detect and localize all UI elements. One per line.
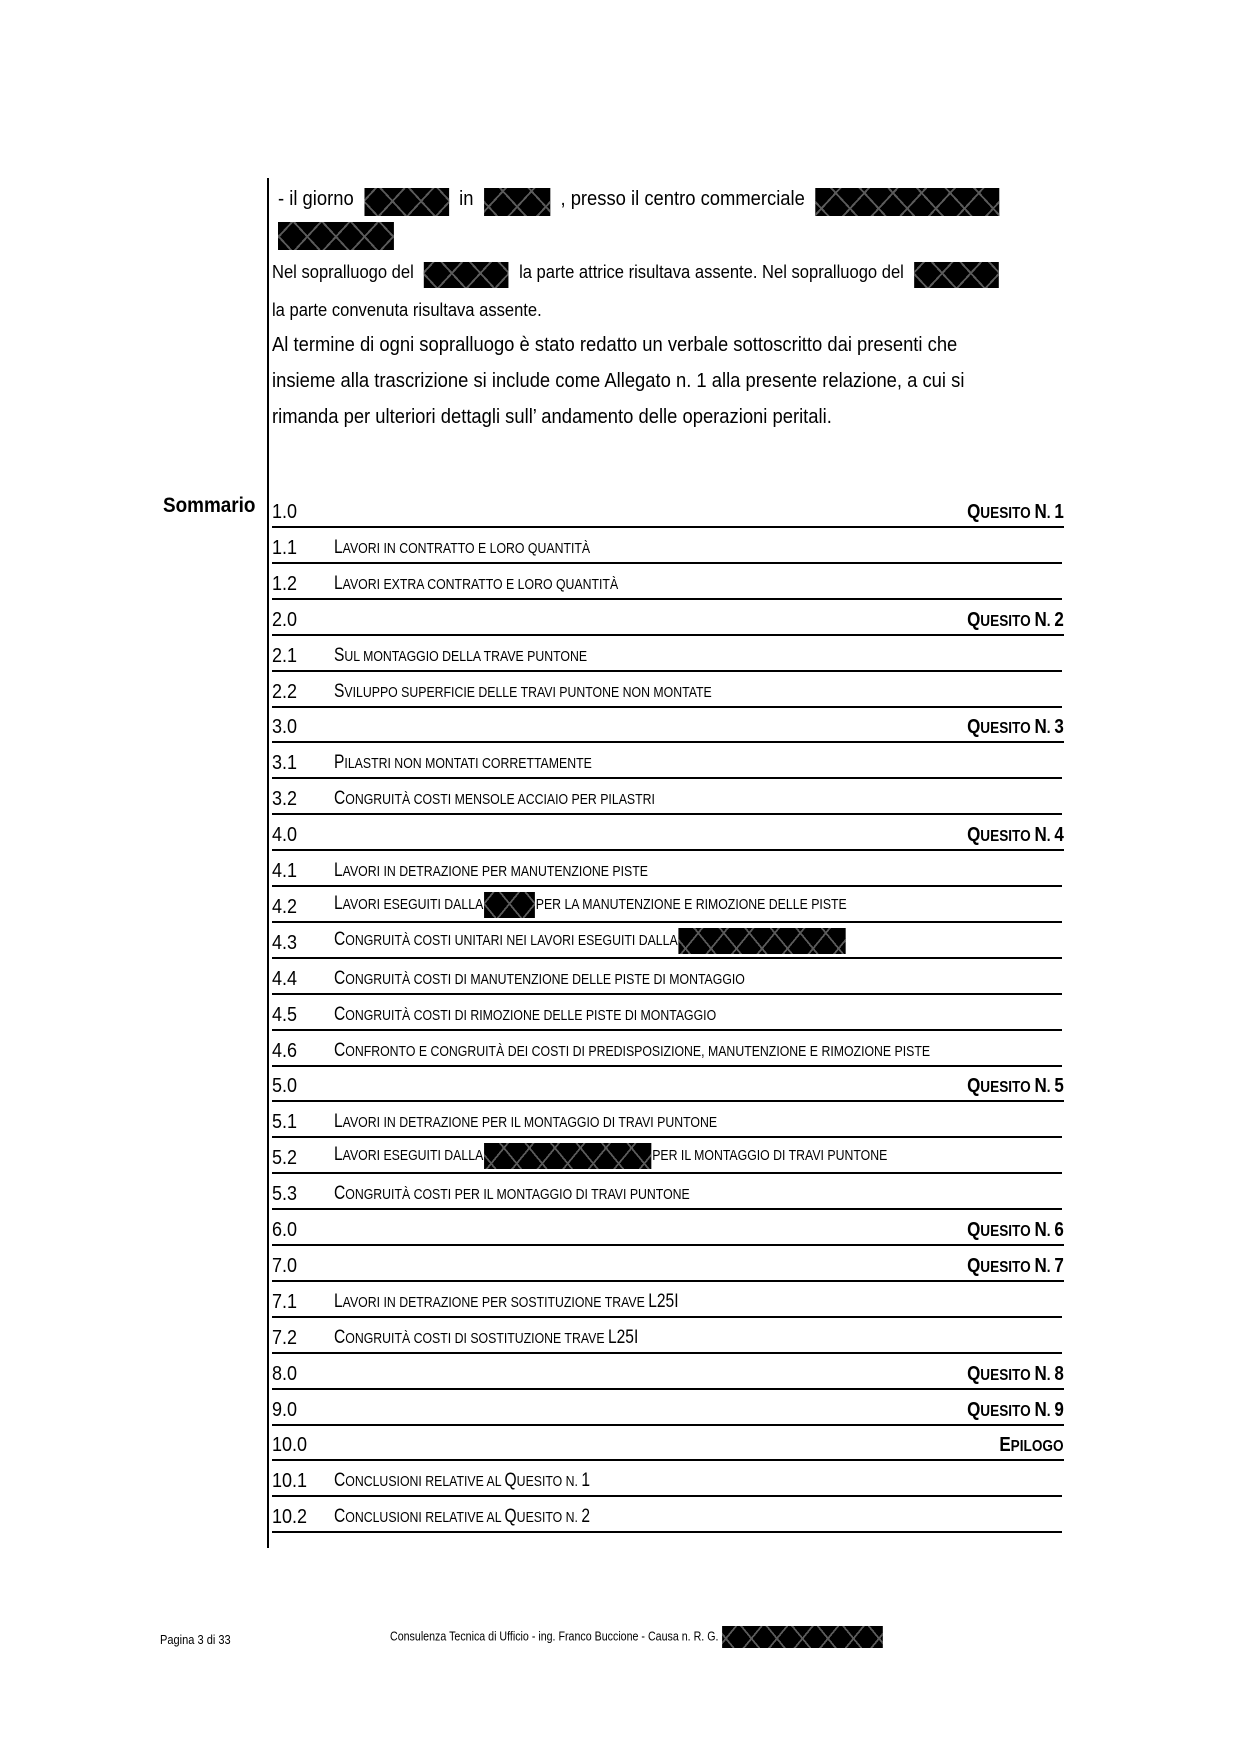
toc-number: 10.1	[272, 1470, 308, 1493]
toc-title: LAVORI ESEGUITI DALLA PER IL MONTAGGIO DI TRAVI PUNTONE	[334, 1143, 887, 1169]
redacted-block	[914, 262, 999, 288]
toc-entry-9-0[interactable]	[272, 1390, 1064, 1426]
toc-title: LAVORI IN DETRAZIONE PER MANUTENZIONE PISTE	[334, 860, 648, 881]
visit-line-cont	[278, 222, 999, 250]
toc-entry-5-0[interactable]	[272, 1066, 1064, 1102]
toc-title: CONGRUITÀ COSTI PER IL MONTAGGIO DI TRAVI PUNTONE	[334, 1183, 690, 1205]
toc-chapter-title: QUESITO N. 3	[967, 716, 1064, 739]
toc-entry-3-2[interactable]	[272, 779, 1062, 815]
redacted-block	[484, 188, 550, 216]
toc-title: CONGRUITÀ COSTI UNITARI NEI LAVORI ESEGUITI DALLA	[334, 928, 847, 954]
toc-entry-1-1[interactable]	[272, 528, 1062, 564]
toc-chapter-title: QUESITO N. 9	[967, 1398, 1064, 1421]
redacted-block	[679, 928, 846, 954]
toc-chapter-title: QUESITO N. 7	[967, 1254, 1064, 1277]
attendance-line: Nel sopralluogo del la parte attrice risultava assente. Nel sopralluogo del	[272, 262, 999, 288]
toc-entry-10-1[interactable]	[272, 1461, 1062, 1497]
toc-entry-4-3[interactable]	[272, 923, 1062, 959]
redacted-block	[364, 188, 449, 216]
footer-center	[390, 1626, 882, 1648]
toc-number: 10.0	[272, 1434, 308, 1457]
toc-chapter-title: QUESITO N. 4	[967, 824, 1064, 847]
toc-number: 4.4	[272, 967, 298, 990]
toc-number: 4.6	[272, 1039, 298, 1062]
toc-entry-5-1[interactable]	[272, 1102, 1062, 1138]
toc-title: CONGRUITÀ COSTI DI SOSTITUZIONE TRAVE L25I	[334, 1326, 639, 1348]
toc-number: 7.0	[272, 1254, 298, 1277]
toc-title: PILASTRI NON MONTATI CORRETTAMENTE	[334, 752, 592, 774]
redacted-block	[424, 262, 509, 288]
toc-chapter-title: QUESITO N. 1	[967, 501, 1064, 523]
toc-title: CONGRUITÀ COSTI DI RIMOZIONE DELLE PISTE DI MONTAGGIO	[334, 1003, 717, 1025]
toc-number: 5.3	[272, 1183, 298, 1206]
paragraph-line: rimanda per ulteriori dettagli sull’ andamento delle operazioni peritali.	[272, 406, 832, 428]
toc-entry-2-2[interactable]	[272, 672, 1062, 708]
toc-chapter-title: QUESITO N. 6	[967, 1219, 1064, 1241]
toc-number: 10.2	[272, 1506, 308, 1529]
toc-title: SUL MONTAGGIO DELLA TRAVE PUNTONE	[334, 644, 588, 666]
toc-entry-3-0[interactable]	[272, 707, 1064, 743]
toc-entry-5-3[interactable]	[272, 1174, 1062, 1210]
toc-entry-7-0[interactable]	[272, 1246, 1064, 1282]
toc-title: LAVORI IN DETRAZIONE PER IL MONTAGGIO DI TRAVI PUNTONE	[334, 1111, 718, 1133]
toc-entry-2-0[interactable]	[272, 600, 1064, 636]
toc-entry-4-2[interactable]	[272, 887, 1062, 923]
toc-entry-4-1[interactable]	[272, 851, 1062, 887]
toc-number: 5.0	[272, 1075, 298, 1098]
toc-entry-5-2[interactable]	[272, 1138, 1062, 1174]
toc-title: LAVORI EXTRA CONTRATTO E LORO QUANTITÀ	[334, 572, 619, 594]
toc-chapter-title: QUESITO N. 2	[967, 608, 1064, 631]
toc-entry-1-0[interactable]	[272, 492, 1064, 528]
toc-chapter-title: QUESITO N. 8	[967, 1362, 1064, 1385]
toc-entry-3-1[interactable]	[272, 743, 1062, 779]
toc-number: 4.2	[272, 895, 298, 918]
toc-title: LAVORI IN CONTRATTO E LORO QUANTITÀ	[334, 536, 591, 558]
toc-number: 3.0	[272, 716, 298, 739]
toc-number: 1.0	[272, 501, 298, 523]
toc-number: 1.2	[272, 572, 298, 595]
toc-number: 7.1	[272, 1290, 298, 1313]
paragraph-line: insieme alla trascrizione si include come Allegato n. 1 alla presente relazione, a cui si	[272, 370, 965, 392]
toc-entry-10-0[interactable]	[272, 1425, 1064, 1461]
toc-entry-4-0[interactable]	[272, 815, 1064, 851]
toc-entry-1-2[interactable]	[272, 564, 1062, 600]
toc-title: LAVORI IN DETRAZIONE PER SOSTITUZIONE TRAVE L25I	[334, 1290, 679, 1312]
left-margin-rule	[267, 178, 269, 1548]
toc-number: 5.1	[272, 1111, 298, 1134]
toc-entry-4-4[interactable]	[272, 959, 1062, 995]
toc-entry-7-1[interactable]	[272, 1282, 1062, 1318]
toc-entry-7-2[interactable]	[272, 1318, 1062, 1354]
toc-number: 4.5	[272, 1003, 298, 1026]
toc-number: 4.0	[272, 824, 298, 847]
toc-title: LAVORI ESEGUITI DALLA PER LA MANUTENZIONE E RIMOZIONE DELLE PISTE	[334, 892, 847, 918]
toc-number: 9.0	[272, 1398, 298, 1421]
visit-line: - il giorno in , presso il centro commerciale	[278, 188, 999, 216]
toc-entry-10-2[interactable]	[272, 1497, 1062, 1533]
toc-number: 6.0	[272, 1219, 298, 1241]
toc-chapter-title: QUESITO N. 5	[967, 1075, 1064, 1098]
toc-entry-2-1[interactable]	[272, 636, 1062, 672]
toc-number: 7.2	[272, 1326, 298, 1349]
toc-entry-6-0[interactable]	[272, 1210, 1064, 1246]
footer-text: Consulenza Tecnica di Ufficio - ing. Franco Buccione - Causa n. R. G.	[390, 1628, 719, 1644]
toc-title: CONCLUSIONI RELATIVE AL QUESITO N. 2	[334, 1506, 591, 1528]
toc-number: 5.2	[272, 1147, 298, 1170]
redacted-block	[815, 188, 999, 216]
toc-number: 2.1	[272, 644, 298, 667]
toc-number: 3.1	[272, 752, 298, 775]
toc-entry-8-0[interactable]	[272, 1354, 1064, 1390]
toc-title: CONGRUITÀ COSTI MENSOLE ACCIAIO PER PILASTRI	[334, 788, 655, 810]
toc-number: 4.1	[272, 860, 298, 882]
toc-number: 4.3	[272, 931, 298, 954]
footer-page-number: Pagina 3 di 33	[160, 1632, 231, 1647]
toc-title: SVILUPPO SUPERFICIE DELLE TRAVI PUNTONE NON MONTATE	[334, 680, 712, 702]
toc-number: 1.1	[272, 536, 298, 559]
sommario-label: Sommario	[163, 494, 256, 517]
redacted-block	[278, 222, 394, 250]
redacted-block	[722, 1626, 883, 1648]
toc-chapter-title: EPILOGO	[999, 1434, 1064, 1457]
toc-title: CONGRUITÀ COSTI DI MANUTENZIONE DELLE PISTE DI MONTAGGIO	[334, 967, 745, 989]
toc-number: 3.2	[272, 788, 298, 811]
toc-title: CONCLUSIONI RELATIVE AL QUESITO N. 1	[334, 1470, 591, 1492]
redacted-block	[484, 892, 535, 918]
toc-entry-4-5[interactable]	[272, 995, 1062, 1031]
toc-title: CONFRONTO E CONGRUITÀ DEI COSTI DI PREDISPOSIZIONE, MANUTENZIONE E RIMOZIONE PISTE	[334, 1039, 931, 1061]
toc-entry-4-6[interactable]	[272, 1031, 1062, 1067]
toc-number: 2.0	[272, 608, 298, 631]
attendance-line-2: la parte convenuta risultava assente.	[272, 300, 542, 320]
paragraph-line: Al termine di ogni sopralluogo è stato redatto un verbale sottoscritto dai presenti che	[272, 334, 958, 356]
redacted-block	[484, 1143, 651, 1169]
toc-number: 2.2	[272, 680, 298, 703]
toc-number: 8.0	[272, 1362, 298, 1385]
